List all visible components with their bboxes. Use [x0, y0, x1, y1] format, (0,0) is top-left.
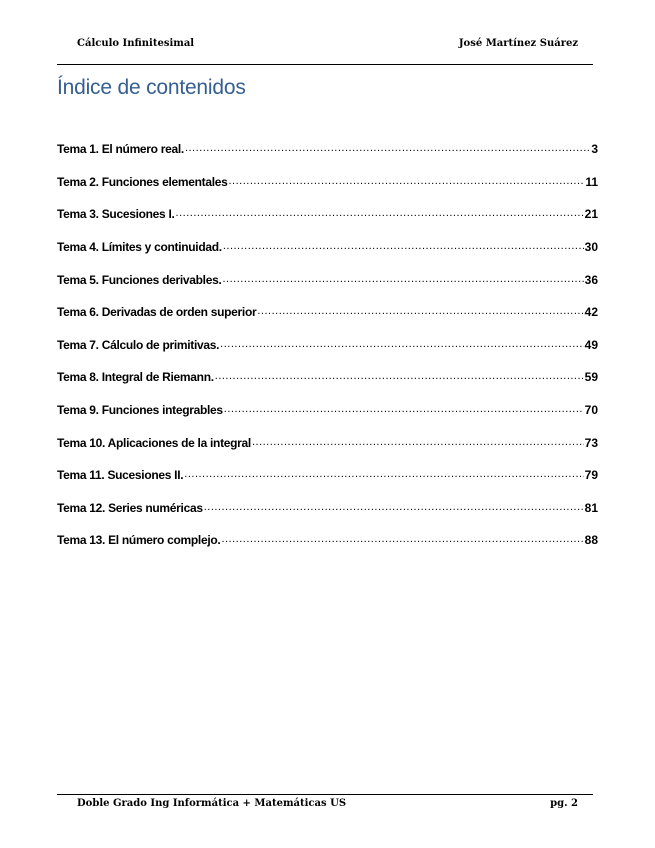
toc-entry-label: Tema 4. Límites y continuidad. — [57, 240, 222, 255]
page-header — [77, 38, 578, 54]
toc-entry[interactable] — [57, 263, 598, 296]
toc-entry-page: 79 — [584, 468, 598, 483]
toc-entry[interactable] — [57, 426, 598, 459]
toc-dot-leader — [185, 142, 590, 156]
toc-entry[interactable] — [57, 231, 598, 264]
toc-entry[interactable] — [57, 524, 598, 557]
toc-entry-label: Tema 12. Series numéricas — [57, 500, 203, 515]
toc-dot-leader — [220, 338, 583, 352]
toc-dot-leader — [224, 403, 584, 417]
page-number: pg. 2 — [550, 798, 578, 809]
toc-entry-label: Tema 3. Sucesiones I. — [57, 207, 175, 222]
toc-entry[interactable] — [57, 329, 598, 362]
toc-dot-leader — [228, 175, 584, 189]
toc-dot-leader — [257, 305, 583, 319]
toc-dot-leader — [252, 436, 584, 450]
toc-entry-label: Tema 2. Funciones elementales — [57, 174, 228, 189]
toc-entry[interactable] — [57, 394, 598, 427]
toc-title: Índice de contenidos — [57, 76, 246, 99]
toc-entry-label: Tema 7. Cálculo de primitivas. — [57, 337, 220, 352]
toc-dot-leader — [223, 240, 584, 254]
toc-entry-page: 49 — [584, 337, 598, 352]
toc-entry-page: 42 — [584, 305, 598, 320]
toc-entry-page: 81 — [584, 500, 598, 515]
toc-dot-leader — [221, 533, 583, 547]
footer-degree: Doble Grado Ing Informática + Matemáticas US — [77, 798, 347, 809]
toc-dot-leader — [222, 273, 583, 287]
toc-entry-label: Tema 10. Aplicaciones de la integral — [57, 435, 251, 450]
toc-entry[interactable] — [57, 459, 598, 492]
toc-dot-leader — [184, 468, 583, 482]
toc-entry-page: 11 — [585, 174, 598, 189]
toc-entry-label: Tema 9. Funciones integrables — [57, 403, 223, 418]
header-author: José Martínez Suárez — [458, 38, 578, 49]
toc-entry[interactable] — [57, 198, 598, 231]
toc-entry-page: 70 — [584, 403, 598, 418]
toc-entry[interactable] — [57, 361, 598, 394]
toc-dot-leader — [215, 370, 584, 384]
toc-entry-page: 3 — [591, 142, 598, 157]
toc-entry-label: Tema 11. Sucesiones II. — [57, 468, 184, 483]
footer-divider — [57, 794, 593, 795]
toc-dot-leader — [176, 207, 584, 221]
header-course-title: Cálculo Infinitesimal — [77, 38, 195, 49]
toc-entry[interactable] — [57, 492, 598, 525]
toc-entry-label: Tema 5. Funciones derivables. — [57, 272, 222, 287]
toc-entry-page: 59 — [584, 370, 598, 385]
toc-entry-page: 36 — [584, 272, 598, 287]
toc-entry-label: Tema 6. Derivadas de orden superior — [57, 305, 257, 320]
toc-dot-leader — [204, 501, 584, 515]
toc-entry[interactable] — [57, 296, 598, 329]
toc-entry-label: Tema 8. Integral de Riemann. — [57, 370, 214, 385]
toc-entry-page: 21 — [584, 207, 598, 222]
toc-list — [57, 133, 598, 557]
page-footer — [77, 798, 578, 814]
toc-entry-page: 30 — [584, 240, 598, 255]
toc-entry-page: 88 — [584, 533, 598, 548]
toc-entry-label: Tema 13. El número complejo. — [57, 533, 221, 548]
toc-entry-label: Tema 1. El número real. — [57, 142, 184, 157]
toc-entry-page: 73 — [584, 435, 598, 450]
header-divider — [57, 64, 593, 65]
toc-entry[interactable] — [57, 133, 598, 166]
toc-entry[interactable] — [57, 166, 598, 199]
